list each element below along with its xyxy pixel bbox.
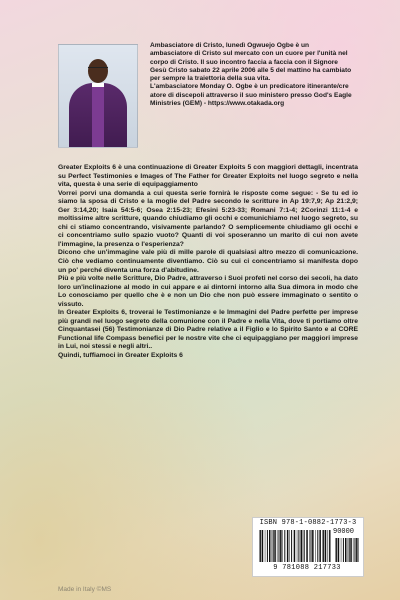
barcode-main-bars	[259, 530, 331, 562]
description-paragraph: Più e più volte nelle Scritture, Dio Padre, attraverso i Suoi profeti nel corso dei secoli, ha dato loro un'inclinazione al modo in cui appare e ai dintorni intorno alla Sua dimora in modo che Lo conosciamo per quello che è e non un Dio che non può essere immaginato o sentito o vissuto.	[58, 275, 358, 308]
author-stole	[92, 83, 104, 148]
isbn-barcode	[252, 517, 364, 577]
author-bio-paragraph-2: L'ambasciatore Monday O. Ogbe è un predicatore itinerante/creatore di discepoli attraverso il suo ministero presso God's Eagle Ministries (GEM) - https://www.otakada.org	[150, 83, 352, 108]
description-paragraph: Greater Exploits 6 è una continuazione di Greater Exploits 5 con maggiori dettagli, incentrata su Perfect Testimonies e Images of The Father for Greater Exploits nel luogo segreto e nella vita, questa è una serie di equipaggiamento	[58, 164, 358, 189]
author-photo	[58, 44, 138, 148]
isbn-text: ISBN 978-1-0882-1773-3	[259, 519, 357, 527]
description-paragraph: Dicono che un'immagine vale più di mille parole di qualsiasi altro mezzo di comunicazione. Ciò che vediamo continuamente diventiamo. Ciò su cui ci concentriamo si manifesta dopo un po' perché diventa una forza d'abitudine.	[58, 249, 358, 274]
watermark: Made in Italy ©MS	[58, 586, 112, 593]
barcode-addon-bars	[335, 538, 359, 562]
author-bio	[150, 42, 352, 108]
author-collar	[92, 83, 104, 87]
author-glasses	[88, 67, 108, 72]
description-paragraph: Vorrei porvi una domanda a cui questa serie fornirà le risposte come segue: - Se tu ed io siamo la sposa di Cristo e la moglie del Padre secondo le scritture in Ap 19:7,9; Ap 21:2,9; Ger 3:14,20; Isaia 54:5-6; Osea 2:15-23; Efesini 5:23-33; Romani 7:1-4; 2Corinzi 11:1-4 e moltissime altre scritture, quando chiudiamo gli occhi e comunichiamo nel luogo segreto, su chi ci stiamo concentrando, visivamente parlando? O semplicemente chiudiamo gli occhi e ci concentriamo sullo spazio vuoto? Quanti di voi sposeranno un marito di cui non avete l'immagine, la presenza o l'esperienza?	[58, 189, 358, 248]
book-description	[58, 164, 358, 361]
ean-digits: 9 781088 217733	[273, 564, 341, 572]
author-bio-paragraph-1: Ambasciatore di Cristo, lunedì Ogwuejo Ogbe è un ambasciatore di Cristo sul mercato con un cuore per l'unità nel corpo di Cristo. Il suo incontro faccia a faccia con il Signore Gesù Cristo sabato 22 aprile 2006 alle 5 del mattino ha cambiato per sempre la traiettoria della sua vita.	[150, 42, 352, 83]
description-paragraph: Quindi, tuffiamoci in Greater Exploits 6	[58, 352, 183, 360]
description-paragraph: In Greater Exploits 6, troverai le Testimonianze e le Immagini del Padre perfette per imprese più grandi nel luogo segreto della comunione con il Padre e nella Vita, dove ti portiamo oltre Cinquantasei (56) Testimonianze di Dio Padre relative a il Figlio e lo Spirito Santo e al CORE Functional life Compass benefici per le nostre vite che ci equipaggiano per maggiori imprese in Lui, noi stessi e negli altri..	[58, 309, 358, 351]
barcode-addon-code: 90000	[333, 528, 355, 536]
